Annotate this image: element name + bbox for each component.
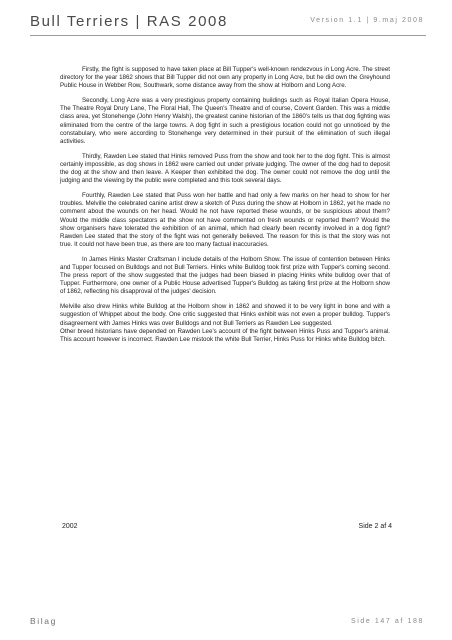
paragraph-other-historians: Other breed historians have depended on Rawden Lee's account of the fight between Hinks Puss and Tupper's animal. This account however is incorrect. Rawden Lee mistook the white Bull Terrier, Hinks Puss for Hinks white Bulldog bitch. — [60, 327, 390, 343]
paragraph-fourthly: Fourthly, Rawden Lee stated that Puss won her battle and had only a few marks on her head to show for her troubles. Melville the celebrated canine artist drew a sketch of Puss during the show at Holborn in 1862, yet he made no comment about the wounds on her head. Would he not have reported these wounds, or be suspicious about them? Would the middle class spectators at the show not have commented on fresh wounds or reported them? Would the show organisers have tolerated the exhibition of an animal, which had clearly been recently involved in a dog fight? Rawden Lee stated that the story of the fight was not generally believed. The reason for this is that the story was not true. It could not have been true, as there are too many factual inaccuracies. — [60, 192, 390, 248]
footer-page-number: Side 147 af 188 — [350, 618, 424, 625]
paragraph-secondly: Secondly, Long Acre was a very prestigious property containing buildings such as Royal Italian Opera House, The Theatre Royal Drury Lane, The Floral Hall, The Queen's Theatre and of course, Covent Garden. This was a middle class area, yet Stonehenge (John Henry Walsh), the greatest canine historian of the 1860's tells us that dog fighting was eliminated from the centre of the large towns. A dog fight in such a prestigious location could not go unnoticed by the constabulary, who were according to Stonehenge very determined in their pursuit of the elimination of such illegal activities. — [60, 97, 390, 145]
header-rule — [30, 35, 426, 36]
paragraph-holborn-show: In James Hinks Master Craftsman I include details of the Holborn Show. The issue of contention between Hinks and Tupper focused on Bulldogs and not Bull Terriers. Hinks white Bulldog took first prize with Tupper's coming second. The press report of the show suggested that the judges had been biased in placing Hinks white bulldog over that of Tupper. Furthermore, one owner of a Public House advertised Tupper's Bulldog as taking first prize at the Holborn show of 1862, reflecting his disapproval of the judges' decision. — [60, 255, 390, 296]
document-page-label: Side 2 af 4 — [358, 523, 392, 530]
paragraph-firstly: Firstly, the fight is supposed to have taken place at Bill Tupper's well-known rendezvous in Long Acre. The street directory for the year 1862 shows that Bill Tupper did not own any property in Long Acre, but he did own the Greyhound Public House in Webber Row, Southwark, some distance away from the show at Holborn and Long Acre. — [60, 66, 390, 90]
footer-appendix-label: Bilag — [30, 616, 57, 626]
header-title: Bull Terriers | RAS 2008 — [30, 13, 228, 30]
document-year: 2002 — [62, 523, 78, 530]
paragraph-melville: Melville also drew Hinks white Bulldog at the Holborn show in 1862 and showed it to be very light in bone and with a suggestion of Whippet about the body. One critic suggested that Hinks exhibit was not even a proper bulldog. Tupper's disagreement with James Hinks was over Bulldogs and not Bull Terriers as Rawden Lee suggested. — [60, 303, 390, 327]
header-version: Version 1.1 | 9.maj 2008 — [310, 17, 424, 24]
document-body — [60, 66, 390, 351]
paragraph-thirdly: Thirdly, Rawden Lee stated that Hinks removed Puss from the show and took her to the dog fight. This is almost certainly impossible, as dog shows in 1862 were carried out under private judging. The owner of the dog had to deposit the dog at the show and then leave. A Keeper then exhibited the dog. The owner could not remove the dog until the judging and the viewing by the public were completed and this took several days. — [60, 152, 390, 185]
